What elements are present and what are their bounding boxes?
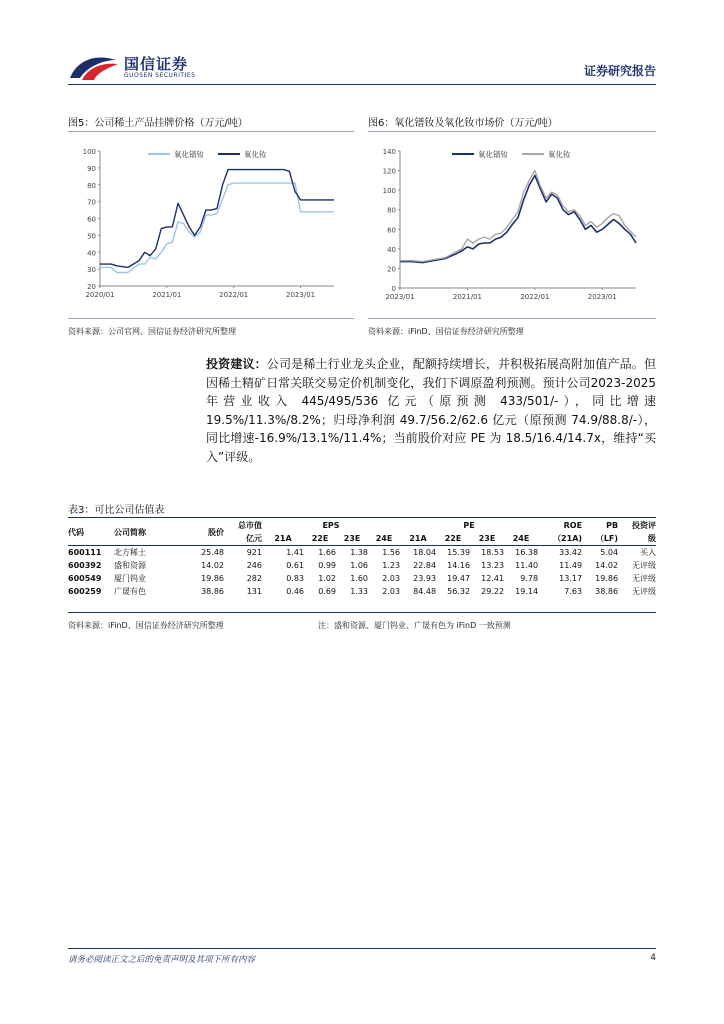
x-tick-label: 2022/01	[520, 293, 550, 301]
th-roe: ROE	[563, 521, 583, 530]
cell-pe-2: 13.23	[481, 561, 505, 570]
figure5-title: 图5：公司稀土产品挂牌价格（万元/吨）	[68, 118, 248, 129]
x-tick-label: 2023/01	[587, 293, 617, 301]
cell-pe-0: 84.48	[413, 587, 437, 596]
cell-roe: 11.49	[559, 561, 583, 570]
figure5-bottom-rule	[68, 318, 354, 319]
cell-name: 盛和资源	[114, 561, 146, 570]
series-line-0	[400, 176, 636, 263]
y-tick-label: 30	[87, 266, 96, 275]
th-eps-22e: 22E	[311, 534, 329, 543]
cell-name: 广晟有色	[114, 587, 146, 596]
cell-pe-1: 56.32	[447, 587, 471, 596]
cell-roe: 7.63	[564, 587, 583, 596]
y-tick-label: 140	[382, 148, 396, 156]
table3-top-rule	[68, 517, 656, 518]
cell-pb: 38.86	[595, 587, 619, 596]
figure6-title: 图6：氧化镨钕及氧化钕市场价（万元/吨）	[368, 118, 558, 129]
cell-pe-1: 15.39	[447, 548, 471, 557]
cell-pe-3: 9.78	[520, 574, 539, 583]
cell-mcap: 246	[246, 561, 262, 570]
figure5-title-rule	[68, 131, 354, 132]
cell-eps-3: 2.03	[382, 587, 401, 596]
figure6-bottom-rule	[368, 318, 656, 319]
cell-price: 14.02	[201, 561, 224, 570]
cell-eps-2: 1.60	[350, 574, 368, 583]
cell-pe-1: 19.47	[447, 574, 471, 583]
cell-pe-2: 18.53	[481, 548, 505, 557]
report-type: 证券研究报告	[583, 64, 656, 78]
figure6-title-rule	[368, 131, 656, 132]
th-rating-sub: 级	[648, 534, 657, 543]
y-tick-label: 50	[87, 232, 96, 241]
th-price: 股价	[208, 527, 224, 537]
cell-rating: 无评级	[632, 587, 657, 596]
series-line-1	[100, 170, 334, 268]
th-name: 公司简称	[114, 527, 146, 537]
table3-note: 注：盛和资源、厦门钨业、广晟有色为 iFinD 一致预测	[318, 621, 511, 630]
cell-eps-1: 0.99	[318, 561, 336, 570]
cell-mcap: 282	[246, 574, 262, 583]
th-roe-sub: （21A)	[553, 534, 583, 543]
th-pe-23e: 23E	[478, 534, 496, 543]
legend-label-1: 氧化钕	[548, 150, 571, 159]
table-row	[68, 546, 656, 559]
cell-eps-3: 1.23	[382, 561, 401, 570]
advice-label: 投资建议：	[206, 357, 267, 371]
cell-pb: 19.86	[595, 574, 619, 583]
y-tick-label: 120	[382, 167, 396, 176]
cell-eps-0: 0.61	[286, 561, 304, 570]
header	[0, 0, 724, 90]
th-rating: 投资评	[632, 521, 657, 530]
guosen-logo-icon	[68, 52, 120, 82]
cell-pe-2: 29.22	[481, 587, 505, 596]
cell-pe-1: 14.16	[447, 561, 471, 570]
table-row	[68, 559, 656, 572]
cell-name: 北方稀土	[114, 548, 146, 557]
cell-code: 600392	[68, 561, 102, 570]
figure6-source: 资料来源：iFinD、国信证券经济研究所整理	[368, 327, 524, 336]
x-tick-label: 2021/01	[452, 293, 482, 301]
y-tick-label: 70	[87, 198, 96, 207]
y-tick-label: 60	[387, 226, 396, 235]
cell-eps-0: 1.41	[286, 548, 304, 557]
logo-text-en: GUOSEN SECURITIES	[124, 72, 196, 79]
cell-eps-0: 0.83	[286, 574, 304, 583]
cell-pe-0: 23.93	[413, 574, 437, 583]
cell-eps-3: 2.03	[382, 574, 401, 583]
cell-roe: 13.17	[559, 574, 583, 583]
cell-roe: 33.42	[559, 548, 583, 557]
th-pb: PB	[606, 521, 619, 530]
legend-label-1: 氧化钕	[244, 150, 267, 159]
y-tick-label: 0	[391, 285, 396, 293]
cell-price: 19.86	[201, 574, 224, 583]
y-tick-label: 40	[387, 245, 396, 254]
y-tick-label: 20	[87, 283, 96, 291]
advice-text: 公司是稀土行业龙头企业，配额持续增长，并积极拓展高附加值产品。但因稀土精矿日常关联交易定价机制变化，我们下调原盈利预测。预计公司2023-2025 年营业收入 445/495/536 亿元（原预测 433/501/-），同比增速19.5%/11.3%/8.2%；归母净利润 49.7/56.2/62.6 亿元（原预测 74.9/88.8/-），同比增速-16.9%/13.1%/11.4%；当前股价对应 PE 为 18.5/16.4/14.7x，维持“买入”评级。	[206, 357, 656, 464]
cell-pb: 5.04	[600, 548, 619, 557]
y-tick-label: 80	[87, 181, 96, 190]
cell-rating: 无评级	[632, 561, 657, 570]
th-pe-22e: 22E	[444, 534, 462, 543]
cell-eps-3: 1.56	[382, 548, 401, 557]
x-tick-label: 2022/01	[219, 291, 249, 299]
cell-eps-1: 1.02	[318, 574, 336, 583]
th-eps-21a: 21A	[274, 534, 292, 543]
cell-eps-1: 1.66	[318, 548, 336, 557]
cell-code: 600549	[68, 574, 102, 583]
header-divider	[68, 84, 656, 85]
cell-code: 600111	[68, 548, 102, 557]
table-row	[68, 585, 656, 598]
y-tick-label: 90	[87, 164, 96, 173]
th-code: 代码	[68, 527, 84, 537]
cell-mcap: 921	[246, 548, 262, 557]
cell-pe-3: 16.38	[515, 548, 539, 557]
table-row	[68, 572, 656, 585]
cell-rating: 买入	[640, 548, 657, 557]
table3	[68, 519, 656, 598]
footer-divider	[68, 948, 656, 949]
cell-eps-0: 0.46	[286, 587, 304, 596]
cell-name: 厦门钨业	[114, 574, 146, 583]
th-mcap-unit: 亿元	[246, 534, 262, 543]
y-tick-label: 80	[387, 206, 396, 215]
x-tick-label: 2023/01	[385, 293, 415, 301]
cell-mcap: 131	[246, 587, 262, 596]
cell-eps-2: 1.38	[350, 548, 368, 557]
th-pb-sub: （LF)	[595, 534, 619, 543]
cell-rating: 无评级	[632, 574, 657, 583]
cell-eps-2: 1.33	[350, 587, 368, 596]
x-tick-label: 2021/01	[152, 291, 182, 299]
legend-label-0: 氧化镨钕	[174, 150, 204, 159]
th-eps-23e: 23E	[343, 534, 361, 543]
th-mcap: 总市值	[238, 521, 262, 530]
cell-pe-2: 12.41	[481, 574, 505, 583]
cell-code: 600259	[68, 587, 102, 596]
figure6-chart	[368, 138, 656, 308]
th-pe: PE	[463, 521, 475, 530]
x-tick-label: 2023/01	[286, 291, 316, 299]
th-pe-24e: 24E	[512, 534, 530, 543]
footer-disclaimer: 请务必阅读正文之后的免责声明及其项下所有内容	[68, 955, 256, 965]
cell-eps-2: 1.06	[350, 561, 368, 570]
page-number: 4	[650, 953, 656, 963]
cell-price: 25.48	[201, 548, 224, 557]
x-tick-label: 2020/01	[85, 291, 115, 299]
y-tick-label: 100	[382, 187, 396, 196]
table3-bottom-rule	[68, 612, 656, 613]
cell-price: 38.86	[201, 587, 224, 596]
cell-pe-3: 11.40	[515, 561, 539, 570]
investment-advice	[206, 355, 656, 466]
cell-pe-0: 22.84	[413, 561, 437, 570]
th-eps: EPS	[322, 521, 340, 530]
y-tick-label: 60	[87, 215, 96, 224]
cell-pb: 14.02	[595, 561, 619, 570]
table3-title: 表3：可比公司估值表	[68, 505, 165, 516]
y-tick-label: 20	[387, 265, 396, 274]
th-eps-24e: 24E	[375, 534, 393, 543]
figure5-source: 资料来源：公司官网、国信证券经济研究所整理	[68, 327, 236, 336]
y-tick-label: 100	[82, 148, 96, 156]
y-tick-label: 40	[87, 249, 96, 258]
logo-text-cn: 国信证券	[124, 55, 189, 73]
cell-pe-3: 19.14	[515, 587, 539, 596]
cell-eps-1: 0.69	[318, 587, 336, 596]
table3-source: 资料来源：iFinD、国信证券经济研究所整理	[68, 621, 224, 630]
th-pe-21a: 21A	[409, 534, 427, 543]
cell-pe-0: 18.04	[413, 548, 437, 557]
legend-label-0: 氧化镨钕	[478, 150, 508, 159]
figure5-chart	[68, 138, 354, 308]
